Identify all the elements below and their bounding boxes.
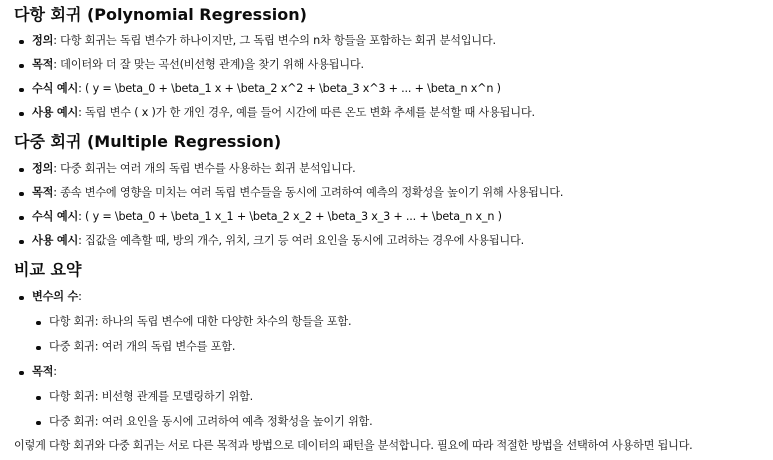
conclusion-paragraph: 이렇게 다항 회귀와 다중 회귀는 서로 다른 목적과 방법으로 데이터의 패턴을 분석합니다. 필요에 따라 적절한 방법을 선택하여 사용하면 됩니다. [14,439,693,452]
item-label: 사용 예시 [32,234,79,247]
list-item-multiple-definition [32,160,356,178]
item-label: 목적 [32,365,54,378]
list-item-polynomial-example [32,104,535,122]
item-text: : ( y = \beta_0 + \beta_1 x_1 + \beta_2 x_2 + \beta_3 x_3 + ... + \beta_n x_n ) [78,210,502,223]
item-text: : ( y = \beta_0 + \beta_1 x + \beta_2 x^2 + \beta_3 x^3 + ... + \beta_n x^n ) [78,82,501,95]
list-item-variable-count [32,288,82,306]
item-text: : 데이터와 더 잘 맞는 곡선(비선형 관계)을 찾기 위해 사용됩니다. [53,58,364,71]
sub-list-item-polynomial-purpose: 다항 회귀: 비선형 관계를 모델링하기 위함. [49,388,253,406]
item-label: 정의 [32,162,54,175]
item-label: 수식 예시 [32,210,79,223]
item-label: 사용 예시 [32,106,79,119]
list-item-polynomial-formula [32,80,501,98]
item-label: 목적 [32,58,54,71]
section-heading-summary: 비교 요약 [14,260,82,279]
list-item-multiple-purpose [32,184,563,202]
list-item-multiple-example [32,232,524,250]
item-label: 수식 예시 [32,82,79,95]
list-item-polynomial-definition [32,32,496,50]
list-item-multiple-formula [32,208,502,226]
item-text: : 다항 회귀는 독립 변수가 하나이지만, 그 독립 변수의 n차 항들을 포함하는 회귀 분석입니다. [53,34,496,47]
item-suffix: : [78,290,82,303]
item-label: 목적 [32,186,54,199]
item-suffix: : [53,365,57,378]
item-text: : 종속 변수에 영향을 미치는 여러 독립 변수들을 동시에 고려하여 예측의 정확성을 높이기 위해 사용됩니다. [53,186,564,199]
section-heading-polynomial: 다항 회귀 (Polynomial Regression) [14,5,307,24]
list-item-polynomial-purpose [32,56,364,74]
item-label: 변수의 수 [32,290,79,303]
item-label: 정의 [32,34,54,47]
sub-list-item-multiple-purpose: 다중 회귀: 여러 요인을 동시에 고려하여 예측 정확성을 높이기 위함. [49,413,373,431]
item-text: : 독립 변수 ( x )가 한 개인 경우, 예를 들어 시간에 따른 온도 변화 추세를 분석할 때 사용됩니다. [78,106,535,119]
item-text: : 집값을 예측할 때, 방의 개수, 위치, 크기 등 여러 요인을 동시에 고려하는 경우에 사용됩니다. [78,234,524,247]
list-item-purpose [32,363,57,381]
section-heading-multiple: 다중 회귀 (Multiple Regression) [14,132,282,151]
sub-list-item-polynomial-variables: 다항 회귀: 하나의 독립 변수에 대한 다양한 차수의 항들을 포함. [49,313,351,331]
item-text: : 다중 회귀는 여러 개의 독립 변수를 사용하는 회귀 분석입니다. [53,162,356,175]
sub-list-item-multiple-variables: 다중 회귀: 여러 개의 독립 변수를 포함. [49,338,235,356]
